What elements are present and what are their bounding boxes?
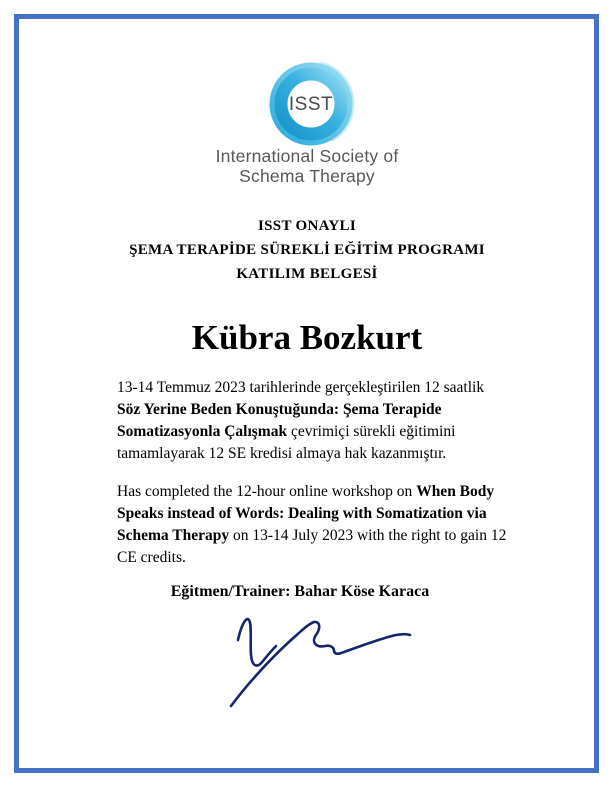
english-paragraph-workshop-title: When Body Speaks instead of Words: Dealing with Somatization via Schema Therapy [117, 483, 495, 544]
trainer-line: Eğitmen/Trainer: Bahar Köse Karaca [170, 583, 430, 600]
header-line-2: ŞEMA TERAPİDE SÜREKLİ EĞİTİM PROGRAMI [129, 242, 485, 258]
logo-caption-line2: Schema Therapy [239, 166, 375, 186]
signature-stroke-swoosh [231, 622, 410, 706]
isst-logo-icon [264, 57, 358, 151]
certificate-header [0, 214, 614, 286]
logo-caption-line1: International Society of [215, 146, 399, 166]
logo-caption [0, 146, 614, 186]
english-paragraph-pre: Has completed the 12-hour online workshop on [117, 483, 417, 500]
recipient-name: Kübra Bozkurt [191, 318, 423, 357]
turkish-paragraph [117, 377, 509, 465]
signature-icon [213, 607, 423, 717]
turkish-paragraph-post: çevrimiçi sürekli eğitimini tamamlayarak 12 SE kredisi almaya hak kazanmıştır. [117, 423, 456, 462]
logo-acronym: ISST [288, 94, 334, 115]
turkish-paragraph-workshop-title: Söz Yerine Beden Konuştuğunda: Şema Terapide Somatizasyonla Çalışmak [117, 401, 442, 440]
english-paragraph [117, 481, 509, 569]
header-line-1: ISST ONAYLI [258, 218, 356, 234]
header-line-3: KATILIM BELGESİ [236, 266, 378, 282]
english-paragraph-post: on 13-14 July 2023 with the right to gain 12 CE credits. [117, 527, 507, 566]
turkish-paragraph-pre: 13-14 Temmuz 2023 tarihlerinde gerçekleştirilen 12 saatlik [117, 379, 485, 396]
